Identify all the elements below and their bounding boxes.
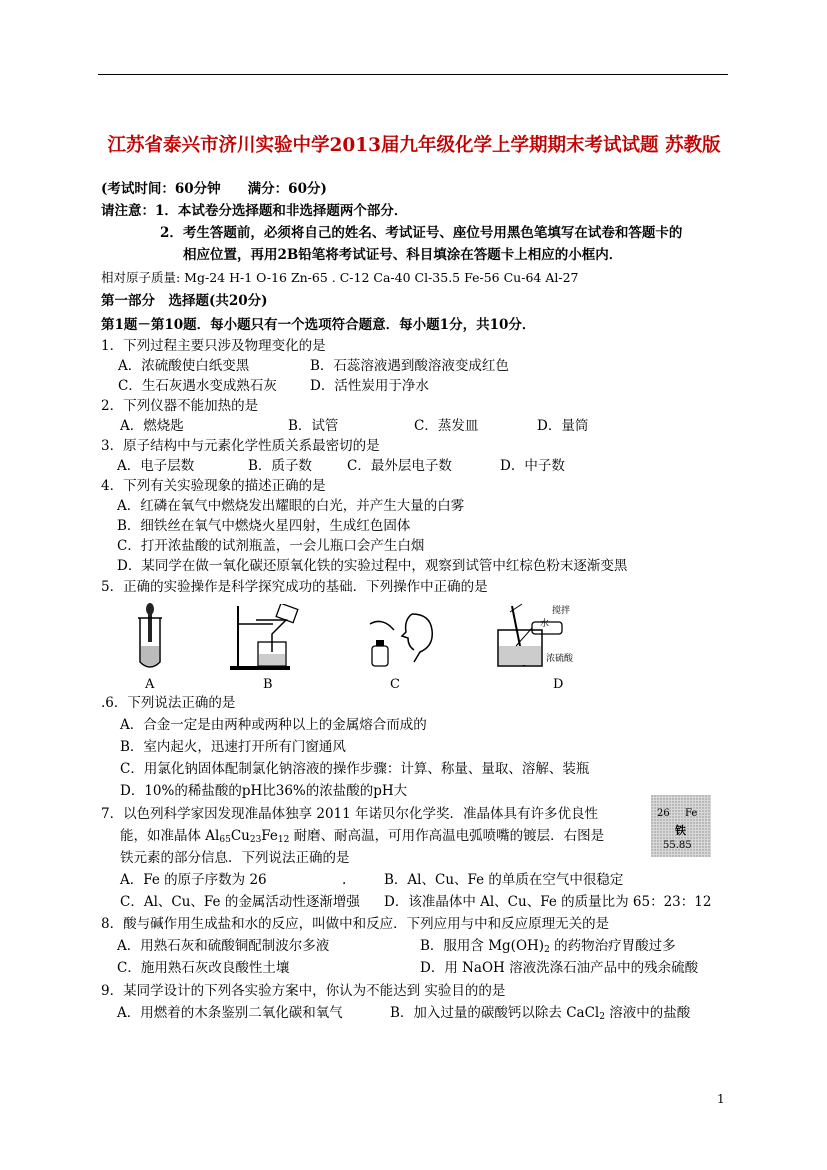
- figure-c-label: C: [390, 677, 400, 692]
- question-1-option-c: C．生石灰遇水变成熟石灰: [118, 378, 277, 394]
- question-3-option-a: A．电子层数: [117, 458, 195, 474]
- question-7-option-a: A．Fe 的原子序数为 26: [120, 872, 267, 888]
- question-1-option-b: B．石蕊溶液遇到酸溶液变成红色: [310, 358, 509, 374]
- question-2-option-b: B．试管: [288, 418, 339, 434]
- question-8-option-b: B．服用含 $Mg(OH)_2$ 的药物治疗胃酸过多: [420, 938, 676, 955]
- figure-d-label: D: [553, 677, 564, 692]
- question-4-option-a: A．红磷在氧气中燃烧发出耀眼的白光，并产生大量的白雾: [117, 498, 465, 514]
- question-4-stem: 4．下列有关实验现象的描述正确的是: [101, 478, 326, 494]
- question-3-stem: 3．原子结构中与元素化学性质关系最密切的是: [101, 438, 380, 454]
- question-7-dot: .: [342, 872, 347, 888]
- question-1-option-d: D．活性炭用于净水: [310, 378, 429, 394]
- pt-atomic-mass: 55.85: [663, 840, 692, 851]
- question-7-option-d: D．该准晶体中 Al、Cu、Fe 的质量比为 65：23：12: [384, 894, 712, 910]
- question-2-stem: 2．下列仪器不能加热的是: [101, 398, 259, 414]
- figure-d-water-label: 水: [540, 619, 550, 629]
- question-4-option-c: C．打开浓盐酸的试剂瓶盖，一会儿瓶口会产生白烟: [117, 538, 425, 554]
- figure-c-smelling: [364, 610, 439, 670]
- pt-element-name: 铁: [675, 824, 686, 837]
- exam-info: (考试时间：60分钟 满分：60分): [101, 181, 327, 197]
- question-2-option-c: C．蒸发皿: [414, 418, 479, 434]
- question-4-option-d: D．某同学在做一氧化碳还原氧化铁的实验过程中，观察到试管中红棕色粉末逐渐变黑: [117, 558, 628, 574]
- question-1-option-a: A．浓硫酸使白纸变黑: [118, 358, 250, 374]
- question-3-option-c: C．最外层电子数: [347, 458, 452, 474]
- pt-symbol: Fe: [685, 808, 698, 819]
- question-9-stem: 9．某同学设计的下列各实验方案中，你认为不能达到 实验目的的是: [101, 983, 506, 999]
- question-6-option-a: A．合金一定是由两种或两种以上的金属熔合而成的: [120, 717, 427, 733]
- figure-a-dropper: [130, 602, 170, 672]
- question-6-option-b: B．室内起火，迅速打开所有门窗通风: [120, 739, 346, 755]
- question-8-stem: 8．酸与碱作用生成盐和水的反应，叫做中和反应．下列应用与中和反应原理无关的是: [101, 916, 610, 932]
- section-note: 第1题－第10题．每小题只有一个选项符合题意．每小题1分，共10分．: [101, 317, 536, 333]
- question-5-stem: 5．正确的实验操作是科学探究成功的基础．下列操作中正确的是: [101, 579, 488, 595]
- question-4-option-b: B．细铁丝在氧气中燃烧火星四射，生成红色固体: [117, 518, 411, 534]
- question-8-option-c: C．施用熟石灰改良酸性土壤: [117, 960, 290, 976]
- question-7-stem-1: 7．以色列科学家因发现准晶体独享 2011 年诺贝尔化学奖．准晶体具有许多优良性: [101, 806, 599, 822]
- question-6-option-d: D．10%的稀盐酸的pH比36%的浓盐酸的pH大: [120, 783, 408, 799]
- question-2-option-a: A．燃烧匙: [120, 418, 184, 434]
- page-number: 1: [717, 1092, 725, 1106]
- question-3-option-b: B．质子数: [248, 458, 312, 474]
- question-6-option-c: C．用氯化钠固体配制氯化钠溶液的操作步骤：计算、称量、量取、溶解、装瓶: [120, 761, 590, 777]
- question-8-option-a: A．用熟石灰和硫酸铜配制波尔多液: [117, 938, 330, 954]
- question-3-option-d: D．中子数: [500, 458, 565, 474]
- question-9-option-b: B．加入过量的碳酸钙以除去 CaCl$_2$ 溶液中的盐酸: [390, 1005, 691, 1022]
- question-2-option-d: D．量筒: [537, 418, 589, 434]
- figure-a-label: A: [145, 677, 155, 692]
- document-title: 江苏省泰兴市济川实验中学2013届九年级化学上学期期末考试试题 苏教版: [107, 135, 721, 156]
- atomic-mass: 相对原子质量: Mg-24 H-1 O-16 Zn-65 . C-12 Ca-40 Cl-35.5 Fe-56 Cu-64 Al-27: [101, 270, 579, 285]
- question-7-option-c: C．Al、Cu、Fe 的金属活动性逐渐增强: [120, 894, 360, 910]
- section-heading: 第一部分 选择题(共20分): [101, 293, 268, 309]
- pt-atomic-number: 26: [657, 808, 670, 819]
- header-rule: [98, 74, 728, 75]
- notice-2b: 相应位置，再用2B铅笔将考试证号、科目填涂在答题卡上相应的小框内．: [183, 247, 623, 263]
- figure-d-stir-label: 搅拌: [552, 606, 571, 616]
- figure-b-filtration: [228, 604, 313, 674]
- periodic-table-iron-cell: [651, 795, 711, 857]
- question-6-stem: .6．下列说法正确的是: [101, 695, 236, 711]
- question-7-stem-2: 能，如准晶体 $Al_{65}Cu_{23}Fe_{12}$ 耐磨、耐高温，可用作高温电弧喷嘴的镀层．右图是: [120, 828, 605, 845]
- notice-2a: 2．考生答题前，必须将自己的姓名、考试证号、座位号用黑色笔填写在试卷和答题卡的: [160, 225, 683, 241]
- question-9-option-a: A．用燃着的木条鉴别二氧化碳和氧气: [117, 1005, 343, 1021]
- notice-1: 请注意：1．本试卷分选择题和非选择题两个部分．: [101, 203, 408, 219]
- figure-b-label: B: [263, 677, 273, 692]
- question-8-option-d: D．用 NaOH 溶液洗涤石油产品中的残余硫酸: [420, 960, 699, 976]
- question-7-option-b: B．Al、Cu、Fe 的单质在空气中很稳定: [384, 872, 624, 888]
- question-7-stem-3: 铁元素的部分信息．下列说法正确的是: [120, 850, 350, 866]
- question-1-stem: 1．下列过程主要只涉及物理变化的是: [101, 338, 326, 354]
- figure-d-acid-label: 浓硫酸: [546, 654, 574, 664]
